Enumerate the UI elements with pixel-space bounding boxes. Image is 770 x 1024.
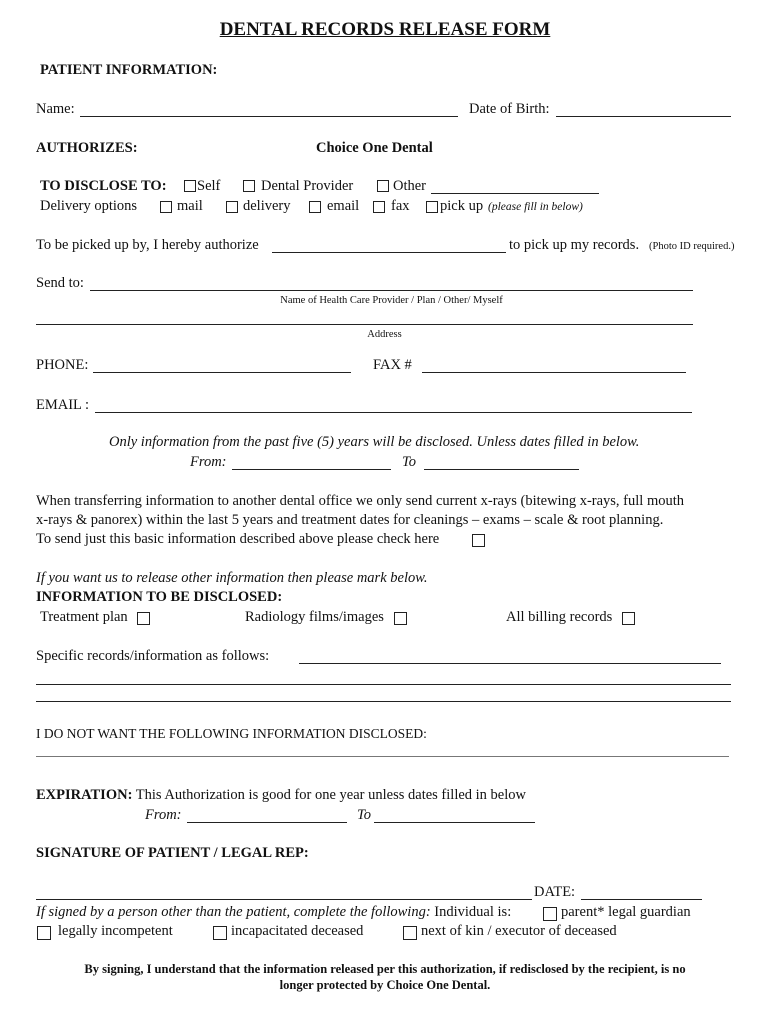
- incapacitated-label: incapacitated deceased: [231, 923, 364, 939]
- dental-provider-checkbox[interactable]: [243, 180, 255, 192]
- signature-date-field[interactable]: [581, 899, 702, 900]
- phone-field[interactable]: [93, 372, 351, 373]
- legally-incompetent-checkbox[interactable]: [37, 926, 51, 940]
- expiration-text: This Authorization is good for one year unless dates filled in below: [135, 787, 526, 803]
- period-to-label: To: [402, 454, 416, 470]
- form-title: DENTAL RECORDS RELEASE FORM: [219, 19, 551, 40]
- specific-records-line2[interactable]: [36, 684, 731, 685]
- not-disclosed-field[interactable]: [36, 756, 729, 757]
- other-field[interactable]: [431, 193, 599, 194]
- specific-records-line3[interactable]: [36, 701, 731, 702]
- signature-date-label: DATE:: [534, 884, 576, 900]
- expiration-to-field[interactable]: [374, 822, 535, 823]
- disclose-to-label: TO DISCLOSE TO:: [40, 178, 167, 194]
- pickup-checkbox[interactable]: [426, 201, 438, 213]
- mail-label: mail: [177, 198, 203, 214]
- radiology-checkbox[interactable]: [394, 612, 407, 625]
- fax-label: fax: [391, 198, 410, 214]
- delivery-checkbox[interactable]: [226, 201, 238, 213]
- pickup-authorize-text: To be picked up by, I hereby authorize: [36, 237, 259, 253]
- delivery-label: delivery: [243, 198, 291, 214]
- other-label: Other: [393, 178, 427, 194]
- name-field[interactable]: [80, 116, 458, 117]
- billing-label: All billing records: [506, 609, 613, 625]
- fax-number-field[interactable]: [422, 372, 686, 373]
- transfer-text-line1: When transferring information to another dental office we only send current x-rays (bitewing x-rays, full mouth: [36, 493, 685, 509]
- other-person-row: [36, 904, 511, 921]
- expiration-to-label: To: [357, 807, 371, 823]
- individual-is-label: Individual is:: [434, 904, 512, 920]
- transfer-text-line3: To send just this basic information described above please check here: [36, 531, 440, 547]
- send-to-field[interactable]: [90, 290, 693, 291]
- email-address-label: EMAIL :: [36, 397, 90, 413]
- period-from-field[interactable]: [232, 469, 391, 470]
- transfer-text-line2: x-rays & panorex) within the last 5 years and treatment dates for cleanings – exams – scale & root planning.: [36, 512, 664, 528]
- treatment-plan-label: Treatment plan: [40, 609, 128, 625]
- radiology-label: Radiology films/images: [245, 609, 384, 625]
- self-label: Self: [197, 178, 221, 194]
- signature-heading: SIGNATURE OF PATIENT / LEGAL REP:: [36, 845, 309, 861]
- legally-incompetent-label: legally incompetent: [58, 923, 173, 939]
- next-of-kin-label: next of kin / executor of deceased: [421, 923, 617, 939]
- address-field[interactable]: [36, 324, 693, 325]
- dob-label: Date of Birth:: [469, 101, 550, 117]
- signature-field[interactable]: [36, 899, 532, 900]
- fax-checkbox[interactable]: [373, 201, 385, 213]
- dental-provider-label: Dental Provider: [261, 178, 354, 194]
- name-label: Name:: [36, 101, 75, 117]
- pickup-records-text: to pick up my records.: [509, 237, 640, 253]
- five-years-note: Only information from the past five (5) years will be disclosed. Unless dates filled in below.: [109, 434, 640, 450]
- billing-checkbox[interactable]: [622, 612, 635, 625]
- parent-guardian-checkbox[interactable]: [543, 907, 557, 921]
- period-to-field[interactable]: [424, 469, 579, 470]
- other-info-intro: If you want us to release other information then please mark below.: [36, 570, 428, 586]
- footer-line2: longer protected by Choice One Dental.: [279, 978, 491, 992]
- pickup-label: pick up: [440, 198, 484, 214]
- address-label: Address: [367, 329, 402, 340]
- period-from-label: From:: [190, 454, 227, 470]
- pickup-note: (please fill in below): [488, 201, 583, 213]
- authorizes-label: AUTHORIZES:: [36, 140, 138, 156]
- footer-line1: By signing, I understand that the information released per this authorization, if redisclosed by the recipient, is no: [84, 962, 686, 976]
- other-checkbox[interactable]: [377, 180, 389, 192]
- phone-label: PHONE:: [36, 357, 89, 373]
- incapacitated-checkbox[interactable]: [213, 926, 227, 940]
- parent-guardian-label: parent* legal guardian: [561, 904, 691, 920]
- self-checkbox[interactable]: [184, 180, 196, 192]
- fax-number-label: FAX #: [373, 357, 412, 373]
- email-label: email: [327, 198, 360, 214]
- photo-id-note: (Photo ID required.): [649, 241, 735, 252]
- expiration-from-field[interactable]: [187, 822, 347, 823]
- specific-records-label: Specific records/information as follows:: [36, 648, 270, 664]
- basic-info-checkbox[interactable]: [472, 534, 485, 547]
- next-of-kin-checkbox[interactable]: [403, 926, 417, 940]
- delivery-options-label: Delivery options: [40, 198, 138, 214]
- dob-field[interactable]: [556, 116, 731, 117]
- info-disclosed-heading: INFORMATION TO BE DISCLOSED:: [36, 589, 283, 605]
- expiration-label: EXPIRATION:: [36, 787, 133, 803]
- send-to-label: Send to:: [36, 275, 84, 291]
- not-disclosed-heading: I DO NOT WANT THE FOLLOWING INFORMATION DISCLOSED:: [36, 726, 427, 741]
- send-to-sublabel: Name of Health Care Provider / Plan / Other/ Myself: [280, 295, 503, 306]
- practice-name: Choice One Dental: [316, 140, 433, 156]
- email-address-field[interactable]: [95, 412, 692, 413]
- patient-info-heading: PATIENT INFORMATION:: [40, 62, 218, 78]
- email-checkbox[interactable]: [309, 201, 321, 213]
- expiration-row: [36, 787, 526, 804]
- specific-records-field[interactable]: [299, 663, 721, 664]
- pickup-person-field[interactable]: [272, 252, 506, 253]
- other-person-note: If signed by a person other than the patient, complete the following:: [36, 904, 431, 920]
- expiration-from-label: From:: [145, 807, 182, 823]
- mail-checkbox[interactable]: [160, 201, 172, 213]
- treatment-plan-checkbox[interactable]: [137, 612, 150, 625]
